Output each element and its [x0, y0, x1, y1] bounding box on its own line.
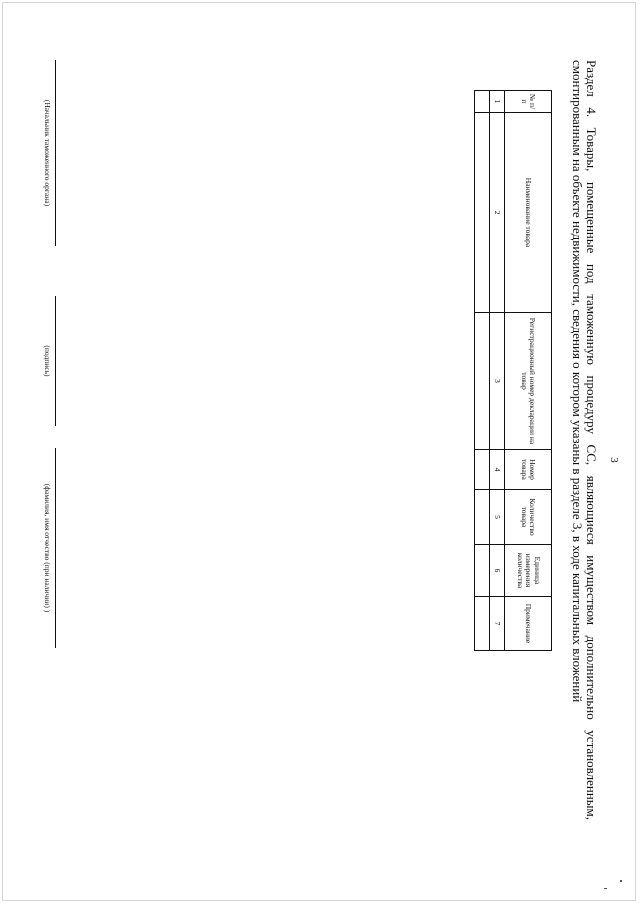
header-goods-quantity: Количество товара	[505, 490, 552, 545]
official-signature-line	[55, 60, 56, 246]
header-note: Примечание	[505, 597, 552, 651]
column-number: 6	[490, 545, 505, 597]
section-heading: Раздел 4. Товары, помещенные под таможенную процедуру СС, являющиеся имуществом дополнительно установленным, смонтированным на объекте недвижимости, сведения о котором указаны в разделе 3, в ходе капитальных вложений	[570, 60, 599, 820]
table-cell	[475, 597, 490, 651]
official-caption: (Начальник таможенного органа)	[43, 99, 52, 207]
header-row-number: № п/п	[505, 91, 552, 113]
column-number: 7	[490, 597, 505, 651]
column-number: 5	[490, 490, 505, 545]
table-cell	[475, 545, 490, 597]
goods-table	[474, 90, 552, 651]
column-number: 3	[490, 313, 505, 450]
table-cell	[475, 450, 490, 490]
table-cell	[475, 313, 490, 450]
page-number: 3	[608, 457, 620, 463]
signature-line	[55, 296, 56, 426]
header-unit-of-measure: Единица измерения количества	[505, 545, 552, 597]
header-goods-name: Наименование товара	[505, 113, 552, 313]
table-cell	[475, 91, 490, 113]
column-number: 2	[490, 113, 505, 313]
column-number: 4	[490, 450, 505, 490]
header-goods-number: Номер товара	[505, 450, 552, 490]
table-cell	[475, 490, 490, 545]
column-number: 1	[490, 91, 505, 113]
header-declaration-number: Регистрационный номер декларации на товар	[505, 313, 552, 450]
name-line	[55, 448, 56, 648]
signature-caption: (подпись)	[43, 345, 52, 377]
table-row	[475, 91, 490, 651]
column-number-row	[490, 91, 505, 651]
table-cell	[475, 113, 490, 313]
table-header-row	[505, 91, 552, 651]
name-caption: (фамилия, имя отчество (при наличии) )	[43, 483, 52, 613]
